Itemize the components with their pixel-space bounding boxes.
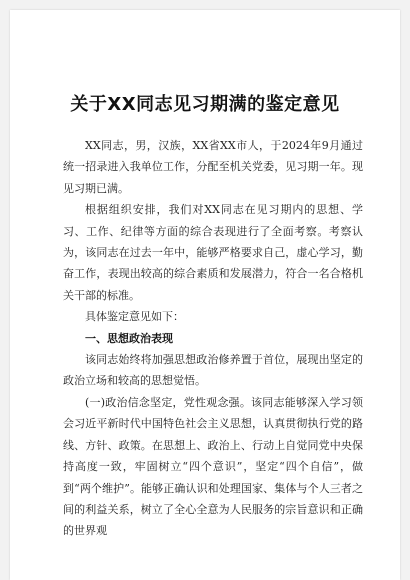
intro-paragraph: XX同志，男，汉族，XX省XX市人，于2024年9月通过统一招录进入我单位工作，分配至机关党委，见习期一年。现见习期已满。 (63, 139, 363, 195)
document-title: 关于XX同志见习期满的鉴定意见 (70, 94, 340, 115)
section-paragraph: (一)政治信念坚定，党性观念强。该同志能够深入学习领会习近平新时代中国特色社会主义思想，认真贯彻执行党的路线、方针、政策。在思想上、政治上、行动上自觉同党中央保持高度一致，牢固树立“四个意识”，坚定“四个自信”，做到“两个维护”。能够正确认识和处理国家、集体与个人三者之间的利益关系，树立了全心全意为人民服务的宗旨意识和正确的世界观 (63, 395, 363, 538)
document-body (63, 135, 363, 542)
section-paragraph: 该同志始终将加强思想政治修养置于首位，展现出坚定的政治立场和较高的思想觉悟。 (63, 353, 363, 388)
document-page (10, 10, 400, 580)
details-lead-paragraph: 具体鉴定意见如下： (85, 310, 184, 324)
assessment-paragraph: 根据组织安排，我们对XX同志在见习期内的思想、学习、工作、纪律等方面的综合表现进行了全面考察。考察认为，该同志在过去一年中，能够严格要求自己，虚心学习，勤奋工作，表现出较高的综合素质和发展潜力，符合一名合格机关干部的标准。 (63, 203, 363, 302)
section-heading: 一、思想政治表现 (85, 331, 173, 345)
